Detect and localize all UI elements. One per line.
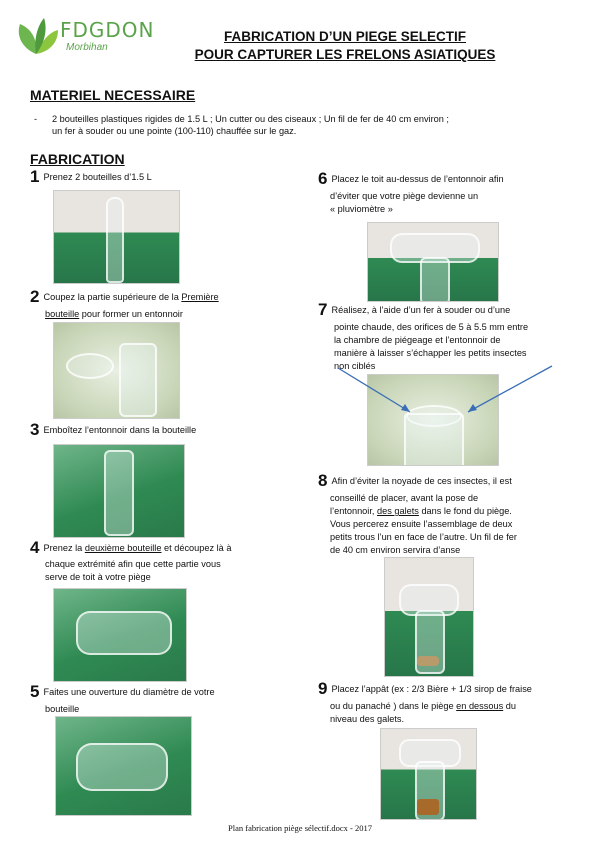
step-9-line-3: niveau des galets.	[330, 714, 405, 724]
step-4-underlined: deuxième bouteille	[84, 543, 162, 553]
step-6-line-3: « pluviomètre »	[330, 204, 393, 214]
step-4-text-b: et découpez là à	[161, 543, 232, 553]
step-9-text-a: Placez l’appât (ex : 2/3 Bière + 1/3 sirop de fraise	[331, 684, 532, 694]
step-7-line-4: manière à laisser s’échapper les petits insectes	[334, 348, 527, 358]
step-6-photo	[367, 222, 499, 302]
step-2-text-c: pour former un entonnoir	[79, 309, 183, 319]
step-3	[30, 420, 197, 439]
title-line-1: FABRICATION D’UN PIEGE SELECTIF	[223, 29, 466, 44]
step-3-text: Emboîtez l’entonnoir dans la bouteille	[43, 425, 197, 435]
step-9-text-b2: du	[503, 701, 516, 711]
leaf-logo-icon	[12, 14, 60, 58]
step-5	[30, 682, 215, 701]
step-3-photo	[53, 444, 185, 538]
step-9-underlined: en dessous	[456, 701, 504, 711]
step-5-line-2: bouteille	[45, 704, 80, 714]
step-3-number: 3	[30, 420, 40, 439]
step-8-line-6: de 40 cm environ servira d’anse	[330, 545, 461, 555]
step-9	[318, 679, 532, 698]
step-4-line-2: chaque extrémité afin que cette partie vous	[45, 559, 221, 569]
step-8-text-c2: dans le fond du piège.	[418, 506, 512, 516]
step-8-line-5: petits trous l’un en face de l’autre. Un fil de fer	[330, 532, 517, 542]
step-8-underlined: des galets	[377, 506, 419, 516]
step-2-number: 2	[30, 287, 40, 306]
step-6-number: 6	[318, 169, 328, 188]
materiel-heading: MATERIEL NECESSAIRE	[30, 87, 196, 103]
materiel-line-1: 2 bouteilles plastiques rigides de 1.5 L ; Un cutter ou des ciseaux ; Un fil de fer de 40 cm environ ;	[52, 114, 449, 124]
step-1-number: 1	[30, 167, 40, 186]
step-1-text: Prenez 2 bouteilles d’1.5 L	[43, 172, 152, 182]
step-2-bouteille: bouteille	[45, 309, 80, 319]
logo-subtitle: Morbihan	[66, 42, 108, 53]
step-6-line-2: d’éviter que votre piège devienne un	[330, 191, 479, 201]
step-9-text-b1: ou du panaché ) dans le piège	[330, 701, 457, 711]
step-4-number: 4	[30, 538, 40, 557]
step-4-photo	[53, 588, 187, 682]
step-7-number: 7	[318, 300, 328, 319]
arrows-to-holes	[330, 360, 560, 420]
materiel-dash: -	[34, 114, 38, 124]
step-8-photo	[384, 557, 474, 677]
step-1-photo	[53, 190, 180, 284]
step-4-line-3: serve de toit à votre piège	[45, 572, 151, 582]
step-8-text-c1: l’entonnoir,	[330, 506, 377, 516]
step-9-number: 9	[318, 679, 328, 698]
step-1	[30, 167, 152, 186]
fabrication-heading: FABRICATION	[30, 151, 125, 167]
footer: Plan fabrication piège sélectif.docx - 2017	[228, 823, 372, 833]
step-7	[318, 300, 511, 319]
step-4-text-a: Prenez la	[43, 543, 85, 553]
step-7-line-3: la chambre de piégeage et l’entonnoir de	[334, 335, 501, 345]
step-8	[318, 471, 512, 490]
step-9-line-2	[330, 700, 516, 713]
step-5-photo	[55, 716, 192, 816]
step-8-text-a: Afin d’éviter la noyade de ces insectes, il est	[331, 476, 512, 486]
step-5-number: 5	[30, 682, 40, 701]
step-6	[318, 169, 504, 188]
materiel-line-2: un fer à souder ou une pointe (100-110) chauffée sur le gaz.	[52, 126, 297, 136]
step-8-number: 8	[318, 471, 328, 490]
step-2-text-a: Coupez la partie supérieure de la	[43, 292, 182, 302]
step-2-line-2	[45, 308, 183, 321]
title-line-2: POUR CAPTURER LES FRELONS ASIATIQUES	[194, 47, 496, 62]
step-8-line-2: conseillé de placer, avant la pose de	[330, 493, 479, 503]
step-5-text-a: Faites une ouverture du diamètre de votre	[43, 687, 215, 697]
step-8-line-4: Vous percerez ensuite l’assemblage de deux	[330, 519, 513, 529]
logo-name: FDGDON	[60, 18, 155, 42]
step-8-line-3	[330, 505, 512, 518]
step-6-text-a: Placez le toit au-dessus de l’entonnoir afin	[331, 174, 504, 184]
step-2	[30, 287, 219, 306]
step-7-line-5: non ciblés	[334, 361, 376, 371]
step-2-photo	[53, 322, 180, 419]
step-4	[30, 538, 232, 557]
step-7-text-a: Réalisez, à l’aide d’un fer à souder ou d’une	[331, 305, 511, 315]
step-9-photo	[380, 728, 477, 820]
step-7-line-2: pointe chaude, des orifices de 5 à 5.5 mm entre	[334, 322, 529, 332]
step-2-text-underlined: Première	[181, 292, 219, 302]
